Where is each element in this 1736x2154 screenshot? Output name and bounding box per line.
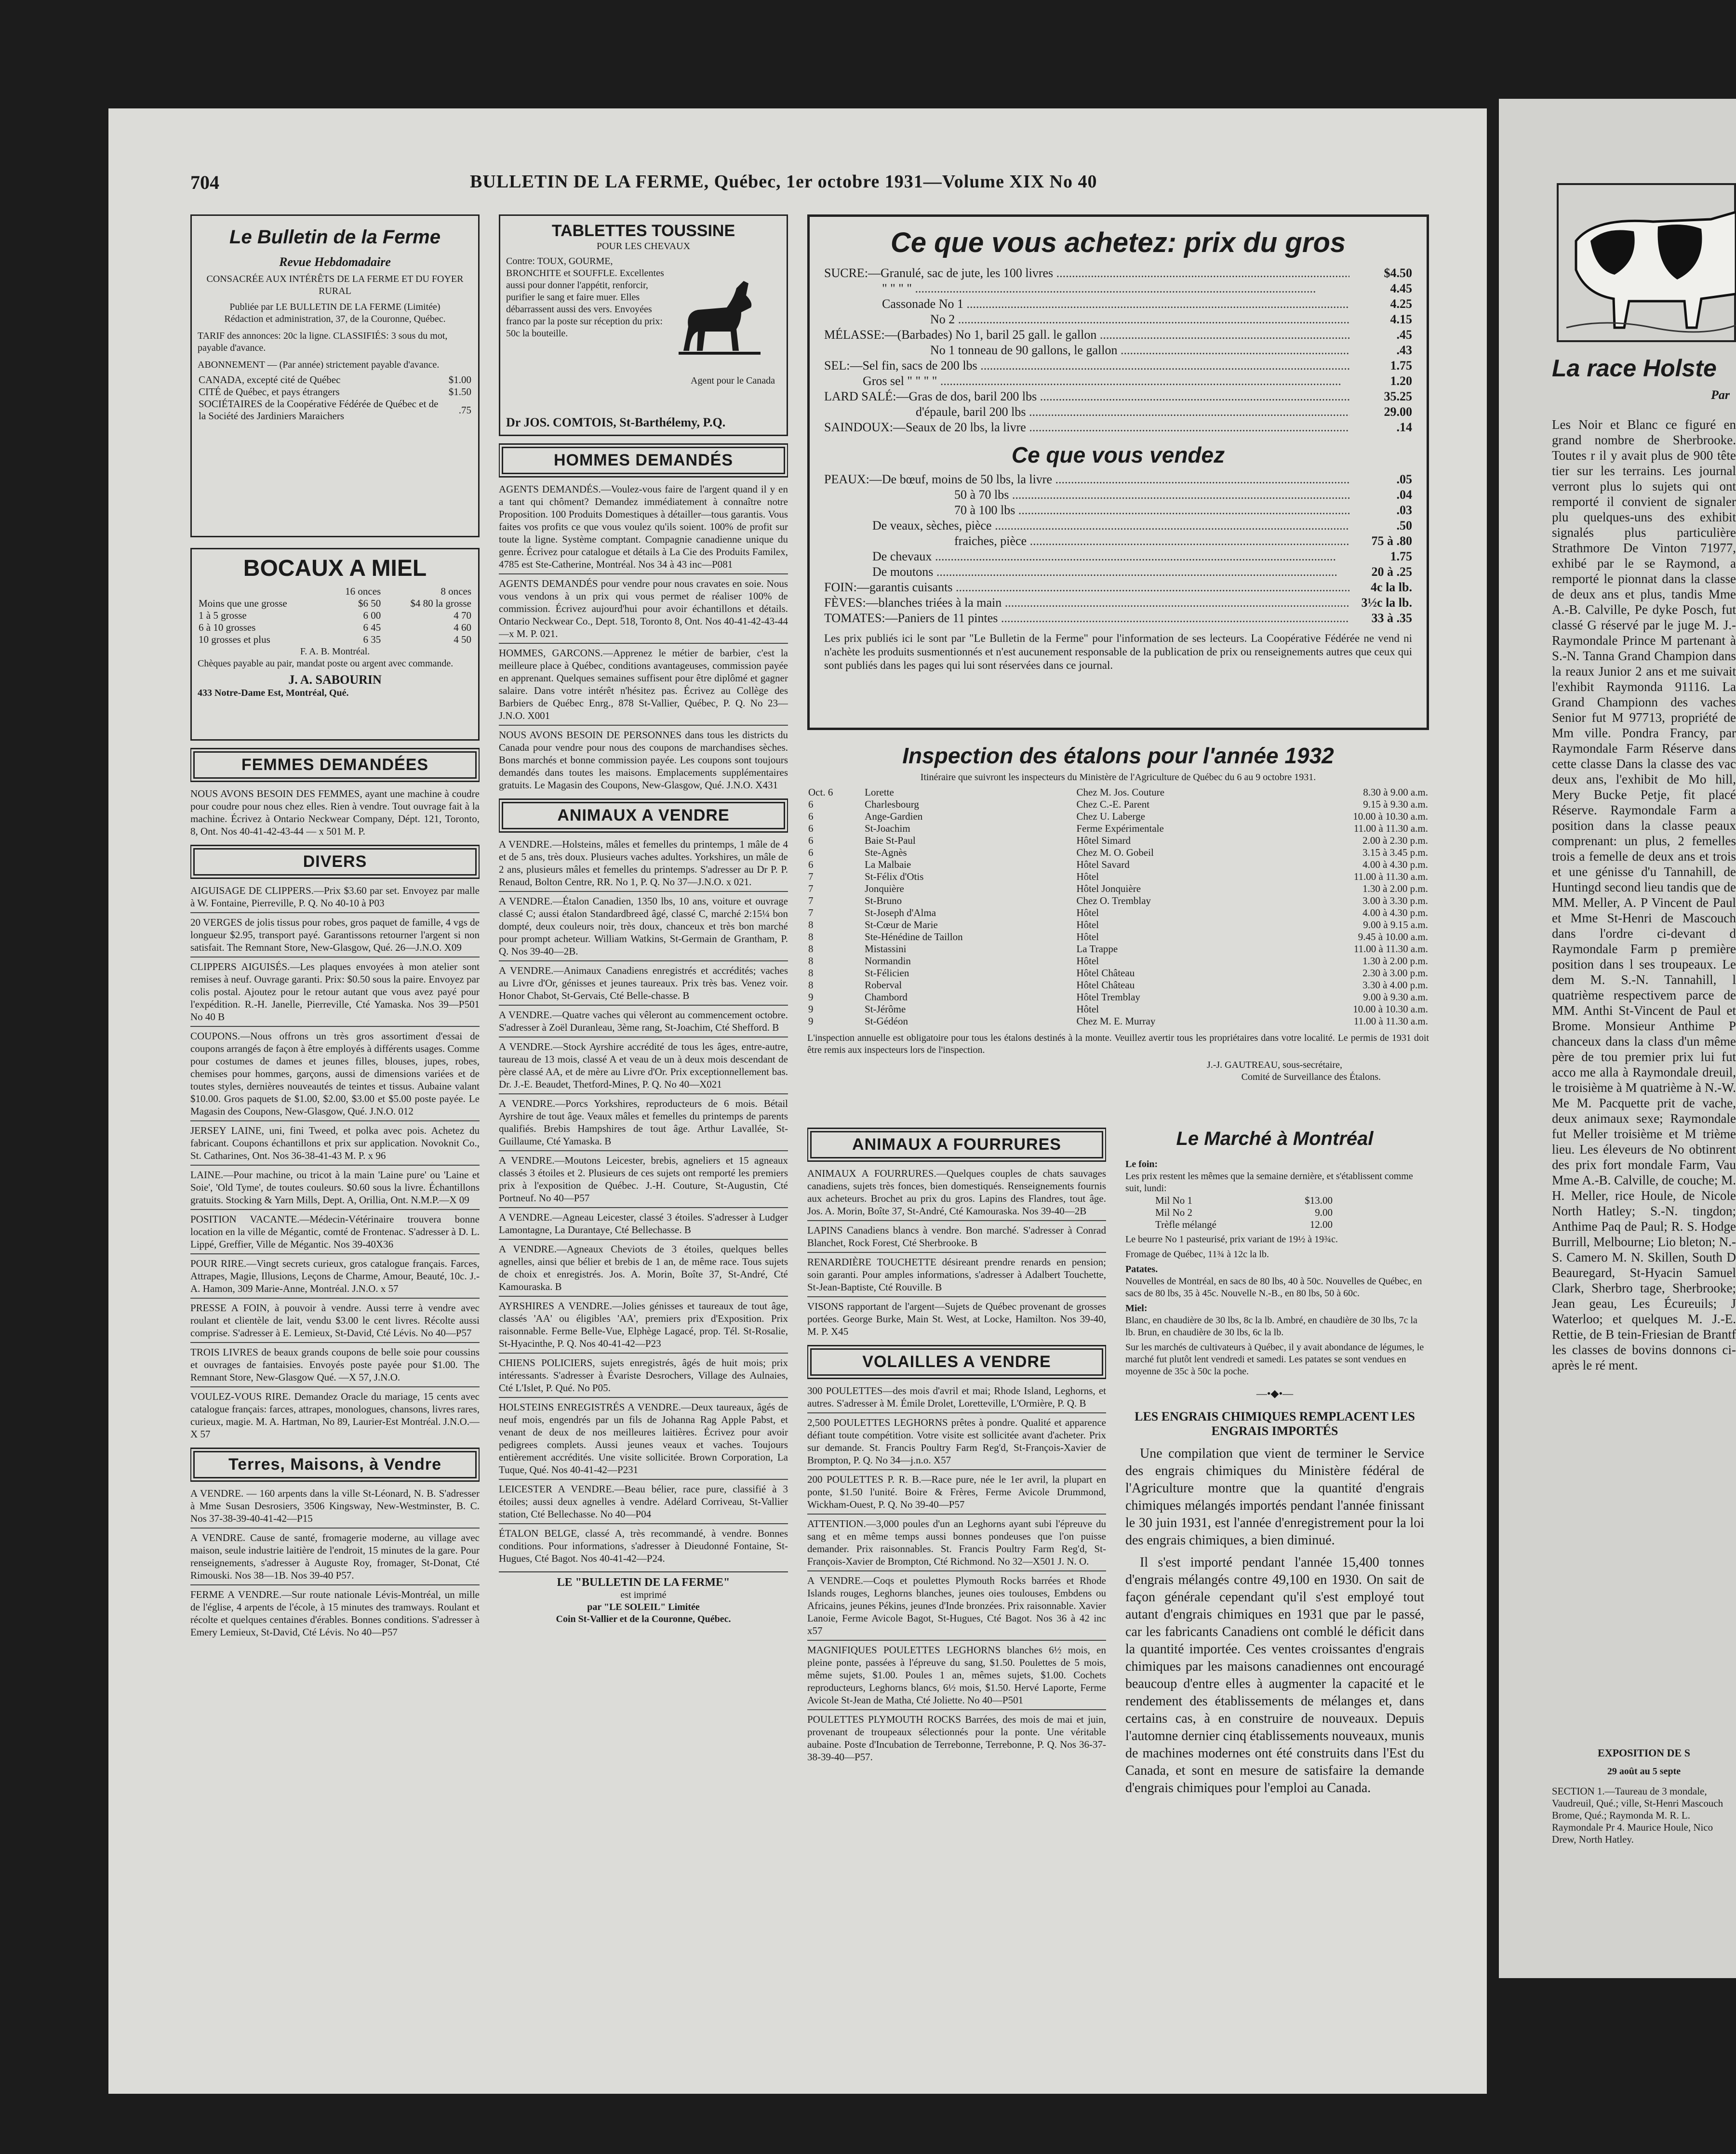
classified-ad: A VENDRE.—Agneau Leicester, classé 3 étoiles. S'adresser à Ludger Lamontagne, La Durantaye, Cté Bellechasse. B (499, 1211, 788, 1236)
classified-ad: HOMMES, GARCONS.—Apprenez le métier de barbier, c'est la meilleure place à Québec, conditions avantageuses, commission payée en apprenant. Quelques semaines suffisent pour être diplômé et gagner salaire. Dans votre intérêt n'hésitez pas. Écrivez au Collège des Barbiers de Québec Enrg., 878 St-Vallier, Québec, P. Q. No 23—J.N.O. X001 (499, 647, 788, 721)
inspection-cell-place: St-Bruno (865, 895, 902, 906)
inspection-cell-h: 4.00 à 4.30 p.m. (1362, 907, 1428, 918)
bocaux-col-header: 8 onces (441, 585, 471, 597)
tablettes-footer: Dr JOS. COMTOIS, St-Barthélemy, P.Q. (506, 415, 726, 429)
inspection-cell-d: 8 (808, 931, 814, 943)
inspection-cell-d: 6 (808, 859, 814, 870)
classified-ad: TROIS LIVRES de beaux grands coupons de belle soie pour coussins et ouvrages de fantaisies. Envoyés poste payée pour $1.00. The Remnant Store, New-Glasgow Qué. —X 57, J.N.O. (190, 1346, 480, 1383)
price-row: 70 à 100 lbs ..... .03 (824, 503, 1412, 518)
inspection-table (807, 786, 1429, 1027)
inspection-cell-h: 3.15 à 3.45 p.m. (1362, 847, 1428, 858)
inspection-cell-lieu: La Trappe (1076, 943, 1118, 955)
inspection-title: Inspection des étalons pour l'année 1932 (902, 743, 1334, 768)
inspection-cell-place: St-Félicien (865, 967, 909, 979)
classified-ad: A VENDRE.—Agneaux Cheviots de 3 étoiles, quelques belles agnelles, ainsi que bélier et brebis de 1 an, de même race. Tous sujets de choix et enregistrés. Jos. A. Morin, Boîte 37, St-André, Cté Kamouraska. B (499, 1243, 788, 1292)
imprint-line: Coin St-Vallier et de la Couronne, Québec. (556, 1614, 731, 1624)
price-row: FOIN:—garantis cuisants ..... 4c la lb. (824, 580, 1412, 595)
inspection-cell-lieu: Chez C.-E. Parent (1076, 798, 1150, 810)
imprint-line: par "LE SOLEIL" Limitée (587, 1602, 700, 1612)
inspection-cell-lieu: Hôtel (1076, 907, 1099, 918)
inspection-cell-lieu: Chez M. Jos. Couture (1076, 786, 1165, 798)
classified-ad: ATTENTION.—3,000 poules d'un an Leghorns ayant subi l'épreuve du sang et en même temps aussi bonnes pondeuses que l'on puisse demander. Prix raisonnables. St. Francis Poultry Farm Reg'd, St-François-Xavier de Brompton, Cté Richmond. No 32—X501 J. N. O. (807, 1518, 1106, 1567)
inspection-cell-d: 9 (808, 1003, 814, 1015)
inspection-cell-h: 9.00 à 9.30 a.m. (1363, 991, 1428, 1003)
bocaux-row: 10 grosses et plus 6 35 4 50 (199, 634, 471, 645)
inspection-row (807, 811, 1429, 823)
column-2 (499, 214, 788, 2046)
classified-ad: LAPINS Canadiens blancs à vendre. Bon marché. S'adresser à Conrad Blanchet, Rock Forest, Cté Sherbrooke. B (807, 1224, 1106, 1249)
price-row: fraiches, pièce ..... 75 à .80 (824, 533, 1412, 549)
imprint-line: LE "BULLETIN DE LA FERME" (557, 1576, 730, 1589)
classified-ad: PRESSE A FOIN, à pouvoir à vendre. Aussi terre à vendre avec roulant et clientèle de lait, vendu $3.00 le cent livres. Récolte aussi comprise. S'adresser à E. Lemieux, St-David, Cté Lévis. No 40—P57 (190, 1302, 480, 1339)
marche-miel-label: Miel: (1125, 1303, 1148, 1314)
price-row: De chevaux ..... 1.75 (824, 549, 1412, 564)
inspection-row (807, 871, 1429, 883)
inspection-cell-h: 3.00 à 3.30 p.m. (1362, 895, 1428, 906)
tablettes-ad (499, 214, 788, 436)
inspection-cell-h: 9.15 à 9.30 a.m. (1363, 798, 1428, 810)
classified-ad: 20 VERGES de jolis tissus pour robes, gros paquet de famille, 4 vgs de longueur $2.95, transport payé. Garantissons retourner l'argent si non satisfait. The Remnant Store, New-Glasgow, Qué. 26—J.N.O. X09 (190, 917, 480, 953)
price-row: SEL:—Sel fin, sacs de 200 lbs ..... 1.75 (824, 358, 1412, 373)
inspection-row (807, 919, 1429, 931)
inspection-cell-place: Jonquière (865, 883, 904, 894)
marche-miel: Blanc, en chaudière de 30 lbs, 8c la lb. Ambré, en chaudière de 30 lbs, 7c la lb. Brun, en chaudière de 30 lbs, 6c la lb. (1125, 1315, 1417, 1338)
classified-ad: A VENDRE.—Coqs et poulettes Plymouth Rocks barrées et Rhode Islands rouges, Leghorns blanches, jeunes oies toulouses, Embdens ou Africains, jeunes Pékins, jeunes d'Inde bronzées. Prix raisonnable. Xavier Lanoie, Ferme Avicole Bagot, St-Hugues, Cté Bagot. Nos 36 à 42 inc x57 (807, 1575, 1106, 1636)
classified-ad: A VENDRE. Cause de santé, fromagerie moderne, au village avec maison, seule industrie laitière de l'endroit, 15 minutes de la gare. Pour renseignements, s'adresser à Auguste Roy, fromager, St-Donat, Cté Rimouski. Nos 38—1B. Nos 39-40 P57. (190, 1532, 480, 1581)
prix-achetez-title: Ce que vous achetez: prix du gros (890, 227, 1346, 258)
prix-vendez-title: Ce que vous vendez (1011, 442, 1225, 467)
prix-vendez-list (824, 472, 1412, 626)
inspection-cell-d: 9 (808, 991, 814, 1003)
rate-row (198, 374, 472, 386)
ornament-divider: —•◆•— (1256, 1387, 1294, 1399)
inspection-cell-place: St-Joseph d'Alma (865, 907, 936, 918)
price-row: De veaux, sèches, pièce ..... .50 (824, 518, 1412, 533)
engrais-p1: Une compilation que vient de terminer le Service des engrais chimiques du Ministère fédéral de l'Agriculture montre que la quantité d'engrais chimiques mélangés importés pendant l'année finissant le 30 juin 1931, est l'année d'enregistrement pour la loi des engrais chimiques, a bien diminué. (1125, 1446, 1424, 1548)
marche-title: Le Marché à Montréal (1176, 1128, 1374, 1149)
inspection-cell-lieu: Hôtel Tremblay (1076, 991, 1140, 1003)
inspection-row (807, 955, 1429, 967)
prix-box (807, 214, 1429, 730)
section-hommes: HOMMES DEMANDÉS (502, 447, 785, 474)
price-row: d'épaule, baril 200 lbs ..... 29.00 (824, 404, 1412, 420)
inspection-row (807, 847, 1429, 859)
price-row: PEAUX:—De bœuf, moins de 50 lbs, la livre ..... .05 (824, 472, 1412, 487)
bocaux-row: 1 à 5 grosse 6 00 4 70 (199, 610, 471, 621)
inspection-cell-h: 11.00 à 11.30 a.m. (1353, 1015, 1428, 1027)
inspection-row (807, 1003, 1429, 1015)
classified-ad: ÉTALON BELGE, classé A, très recommandé, à vendre. Bonnes conditions. Pour informations, s'adresser à Dieudonné Fontaine, St-Hugues, Cté Bagot. Nos 40-41-42—P24. (499, 1528, 788, 1564)
inspection-row (807, 823, 1429, 835)
rate-label: CITÉ de Québec, et pays étrangers (199, 386, 340, 398)
inspection-signature: J.-J. GAUTREAU, sous-secrétaire, (1206, 1060, 1342, 1070)
engrais-p2: Il s'est importé pendant l'année 15,400 tonnes d'engrais mélangés contre 49,100 en 1930. On sait de façon générale cependant qu'il s'est employé tout autant d'engrais chimiques en 1931 que par le passé, car les fabricants Canadiens ont comblé le déficit dans la quantité importée. Ces ventes croissantes d'engrais chimiques par les maisons canadiennes ont encouragé beaucoup d'entre elles à augmenter la capacité et le rendement des établissements de mélanges et, dans certains cas, à en construire de nouveaux. Depuis l'automne dernier cinq établissements nouveaux, munis de machines modernes ont été construits dans l'Est du Canada, et sont en mesure de satisfaire la demande d'engrais chimiques pour l'emploi au Canada. (1125, 1555, 1424, 1795)
imprint (499, 1571, 788, 1625)
inspection-cell-d: 9 (808, 1015, 814, 1027)
inspection-cell-lieu: Hôtel (1076, 871, 1099, 882)
inspection-signature-2: Comité de Surveillance des Étalons. (1241, 1072, 1381, 1082)
inspection-cell-lieu: Hôtel Simard (1076, 835, 1131, 846)
inspection-cell-h: 10.00 à 10.30 a.m. (1353, 1003, 1428, 1015)
inspection-row (807, 859, 1429, 871)
inspection-cell-lieu: Chez O. Tremblay (1076, 895, 1151, 906)
imprint-line: est imprimé (620, 1590, 667, 1600)
masthead-subtitle: Revue Hebdomadaire (279, 255, 391, 269)
inspection-cell-place: Ste-Hénédine de Taillon (865, 931, 963, 943)
inspection-cell-place: Ste-Agnès (865, 847, 907, 858)
masthead-consecrated: CONSACRÉE AUX INTÉRÊTS DE LA FERME ET DU FOYER RURAL (206, 274, 464, 296)
section-animaux: ANIMAUX A VENDRE (502, 802, 785, 829)
foin-row: Mil No 2 9.00 (1155, 1207, 1333, 1218)
masthead-title: Le Bulletin de la Ferme (229, 226, 441, 248)
classified-ad: A VENDRE.—Porcs Yorkshires, reproducteurs de 6 mois. Bétail Ayrshire de tout âge. Veaux mâles et femelles du printemps de parents qualifiés. Brebis Hampshires de tout âge. Arthur Lavallée, St-Guillaume, Cté Yamaska. B (499, 1098, 788, 1147)
classified-ad: A VENDRE. — 160 arpents dans la ville St-Léonard, N. B. S'adresser à Mme Susan Desrosiers, 3506 Kingsway, New-Westminster, B. C. Nos 37-38-39-40-41-42—P15 (190, 1488, 480, 1524)
bocaux-row: Moins que une grosse $6 50 $4 80 la grosse (199, 598, 471, 609)
right-article: Les Noir et Blanc ce figuré en grand nombre de Sherbrooke. Toutes r il y avait plus de 900 tête tier sur les terrains. Les journal verront plus lo sujets qui ont remporté il convient de signaler plu quelques-uns des exhibit signalés plus particulière Strathmore De Vinton 71977, exhibé par le se Raymond, a remporté le pionnat dans la classe de deux ans et plus, tandis Mme A.-B. Calville, Pe dyke Posch, fut classé G réservé par le juge M. J.- Raymondale Prince M partenant à S.-N. Tanna Grand Champion dans la reaux Junior 2 ans et me suivait l'exhibit Raymonda 91116. La Grand Championn des vaches Senior fut M 97713, propriété de Mm ville. Pondra Francy, par Raymondale Farm Réserve dans cette classe Dans la classe des vac deux ans, l'exhibit de Mo hill, Mery Bucke Petje, fit placé Réserve. Raymondale Farm a position dans la classe peaux comprenant: un plus, 2 femelles trois a femelle de deux ans et trois et une génisse d'u Tannahill, de Huntingd second lieu tandis que de MM. Meller, A. P Vincent de Paul et Mme St-Henri de Mascouch dans l'ordre ci-devant d Raymondale Farm p première position dans l ses troupeaux. Le dem M. S.-N. Tannahill, l quatrième respectivem parce de MM. Anthi St-Vincent de Paul et Brome. Monsieur Anthime P chanceux dans la class d'un même père de tou premier prix lui fut acco me alla à Raymondale dreuil, le troisième à M quatrième à N.-W. Me M. Pacquette prit de vache, deux animaux sexe; Raymondale fut Meller troisième et M trième lieu. Les éleveurs de No obtinrent des prix fort mondale Farm, Vau Mme A.-B. Calville, de couche; M. H. Meller, rice Houle, de Nicole North Hatley; S.-N. tingdon; Anthime Paq de Paul; R. S. Hodge Burrill, Melbourne; Lio bleton; N.-S. Camero M. N. Skillen, South D Beauregard, St-Hyacin Samuel Clark, Sherbro tage, Sherbrooke; Jean geau, Les Écureuils; J Waterloo; et quelques M. J.-E. Rettie, de B tein-Friesian de Brantf les classes de bovins donnons ci-après le ré ment. (1552, 417, 1736, 1372)
classified-ad: AGENTS DEMANDÉS pour vendre pour nous cravates en soie. Nous vous vendons à un prix qui vous permet de réaliser 100% de commission. Écrivez aujourd'hui pour avoir échantillons et détails. Ontario Neckwear Co., Dept. 518, Toronto 8, Ont. Nos 40-41-42-43-44—x M. P. 021. (499, 578, 788, 639)
inspection-row (807, 907, 1429, 919)
inspection-cell-d: 6 (808, 835, 814, 846)
inspection-cell-lieu: Hôtel Château (1076, 967, 1135, 979)
classified-ad: COUPONS.—Nous offrons un très gros assortiment d'essai de coupons arrangés de façon à être employés à différents usages. Comme pour costumes de dames et jeunes filles, blouses, jupes, robes, chemises pour hommes, garçons, aussi de dimensions variées et de toutes styles, dernières nouveautés de teintes et tissus. Aubaine valant $10.00. Gros paquets de $1.00, $2.00, $3.00 et $5.00 poste payée. Le Magasin des Coupons, New-Glasgow, Qué. J.N.O. 012 (190, 1030, 480, 1117)
inspection-cell-place: La Malbaie (865, 859, 911, 870)
page-number: 704 (190, 172, 219, 193)
classified-ad: LEICESTER A VENDRE.—Beau bélier, race pure, classifié à 3 étoiles; aussi deux agnelles à vendre. Adélard Corriveau, St-Vallier station, Cté Bellechasse. No 40—P04 (499, 1483, 788, 1520)
bocaux-col-header: 16 onces (345, 585, 381, 597)
inspection-cell-d: 8 (808, 919, 814, 931)
masthead-box (190, 214, 480, 537)
classified-ad: ANIMAUX A FOURRURES.—Quelques couples de chats sauvages canadiens, sujets très fonces, bien domestiqués. Renseignements fournis aux acheteurs. Brochet au prix du gros. Lapins des Flandres, tout âge. Jos. A. Morin, Boîte 37, St-André, Cté Kamouraska. Nos 39-40—2B (807, 1168, 1106, 1217)
marche-foin-table (1154, 1195, 1334, 1231)
marche-foin-text: Les prix restent les mêmes que la semaine dernière, et s'établissent comme suit, lundi: (1125, 1171, 1413, 1194)
rate-price: $1.00 (448, 374, 471, 386)
marche-note: Sur les marchés de cultivateurs à Québec, il y avait abondance de légumes, le marché fut plutôt lent vendredi et samedi. Les patates se sont vendues en moyenne de 35c à 50c la poche. (1125, 1342, 1424, 1377)
classified-ad: CHIENS POLICIERS, sujets enregistrés, âgés de huit mois; prix intéressants. S'adresser à Évariste Desrochers, Village des Aulnaies, Cté L'Islet, P. Qué. No P05. (499, 1357, 788, 1394)
price-row: No 1 tonneau de 90 gallons, le gallon ..... .43 (824, 343, 1412, 358)
inspection-cell-place: St-Joachim (865, 823, 910, 834)
classified-ad: A VENDRE.—Holsteins, mâles et femelles du printemps, 1 mâle de 4 et de 5 ans, très doux. Plusieurs vaches adultes. Yorkshires, un mâle de 2 ans, plusieurs mâles et femelles du printemps. S'adresser au Dr P. P. Renaud, Bolton Centre, RR. No 1, P. Q. No 37—J.N.O. x 021. (499, 838, 788, 888)
inspection-cell-d: 8 (808, 967, 814, 979)
masthead-abonnement: ABONNEMENT — (Par année) strictement payable d'avance. (198, 359, 440, 370)
prix-note: Les prix publiés ici le sont par "Le Bulletin de la Ferme" pour l'information de ses lecteurs. La Coopérative Fédérée ne vend ni n'achète les produits susmentionnés et n'est aucunement responsable de la publication de prix ou renseignements autres que ceux qui sont publiés dans les pages qui lui sont réservées dans ce journal. (824, 632, 1412, 671)
classified-ad: POUR RIRE.—Vingt secrets curieux, gros catalogue français. Farces, Attrapes, Magie, Illusions, Leçons de Charme, Amour, Beauté, 10c. J.-A. Hamon, 309 Marie-Anne, Montréal. J.N.O. x 57 (190, 1258, 480, 1294)
inspection-cell-lieu: Hôtel (1076, 955, 1099, 967)
classified-ad: 200 POULETTES P. R. B.—Race pure, née le 1er avril, la plupart en ponte, $1.50 l'unité. Boire & Frères, Ferme Avicole Drummond, Wickham-Ouest, P. Q. No 39-40—P57 (807, 1474, 1106, 1510)
classified-ad: VISONS rapportant de l'argent—Sujets de Québec provenant de grosses portées. George Burke, Main St. West, at Locke, Hamilton. Nos 39-40, M. P. X45 (807, 1301, 1106, 1337)
inspection-cell-place: St-Gédéon (865, 1015, 908, 1027)
running-head: BULLETIN DE LA FERME, Québec, 1er octobre 1931—Volume XIX No 40 (470, 172, 1097, 192)
masthead-publisher: Publiée par LE BULLETIN DE LA FERME (Limitée) (229, 302, 441, 312)
inspection-cell-d: Oct. 6 (808, 786, 833, 798)
masthead-tarif: TARIF des annonces: 20c la ligne. CLASSIFIÉS: 3 sous du mot, payable d'avance. (198, 331, 448, 353)
inspection-cell-lieu: Chez M. O. Gobeil (1076, 847, 1154, 858)
price-row: Cassonade No 1 ..... 4.25 (824, 296, 1412, 312)
inspection-cell-h: 4.00 à 4.30 p.m. (1362, 859, 1428, 870)
price-row: SAINDOUX:—Seaux de 20 lbs, la livre ..... .14 (824, 420, 1412, 435)
inspection-row (807, 786, 1429, 798)
inspection-cell-h: 2.00 à 2.30 p.m. (1362, 835, 1428, 846)
classified-ad: RENARDIÈRE TOUCHETTE désireant prendre renards en pension; soin garanti. Pour amples informations, s'adresser à Adalbert Touchette, St-Jean-Baptiste, Cté Rouville. B (807, 1256, 1106, 1293)
classified-ad: VOULEZ-VOUS RIRE. Demandez Oracle du mariage, 15 cents avec catalogue français: farces, attrapes, monologues, chansons, livres rares, curieux, magie. M. A. Hartman, No 89, Laurier-Est Montréal. J.N.O.—X 57 (190, 1391, 480, 1440)
inspection-cell-d: 7 (808, 907, 814, 918)
horse-icon (669, 269, 765, 365)
masthead-address: Rédaction et administration, 37, de la Couronne, Québec. (224, 314, 446, 324)
inspection-cell-place: St-Félix d'Otis (865, 871, 924, 882)
inspection-cell-place: Baie St-Paul (865, 835, 916, 846)
inspection-cell-h: 11.00 à 11.30 a.m. (1353, 823, 1428, 834)
classified-ad: NOUS AVONS BESOIN DE PERSONNES dans tous les districts du Canada pour vendre pour nous des coupons de marchandises sèches. Bons marchés et bonne commission payée. Les coupons sont toujours demandés dans toutes les maisons. Emplacements supplémentaires gratuits. Le Magasin des Coupons, New-Glasgow, Qué. J.N.O. X431 (499, 729, 788, 791)
marche-foin-label: Le foin: (1125, 1159, 1158, 1170)
section-fourrures: ANIMAUX A FOURRURES (810, 1131, 1103, 1158)
bocaux-vendor: J. A. SABOURIN (288, 673, 382, 687)
inspection-row (807, 883, 1429, 895)
classified-ad: A VENDRE.—Stock Ayrshire accrédité de tous les âges, entre-autre, taureau de 13 mois, classé A et veau de un à deux mois descendant de père classé AA, et de mère au Livre d'Or. Prix exceptionnellement bas. Dr. J.-E. Beaudet, Thetford-Mines, P. Q. No 40—X021 (499, 1041, 788, 1090)
bocaux-vendor-address: 433 Notre-Dame Est, Montréal, Qué. (198, 688, 349, 698)
inspection-cell-lieu: Hôtel (1076, 1003, 1099, 1015)
classified-ad: LAINE.—Pour machine, ou tricot à la main 'Laine pure' ou 'Laine et Soie', 'Old Tyme', de toutes couleurs. $0.60 sous la livre. Échantillons gratuits. Stocking & Yarn Mills, Dept. A, Orillia, Ont. N.M.P.—X 09 (190, 1169, 480, 1206)
inspection-cell-lieu: Chez U. Laberge (1076, 811, 1145, 822)
inspection-footer: L'inspection annuelle est obligatoire pour tous les étalons destinés à la monte. Veuillez avertir tous les propriétaires dans votre localité. Le permis de 1931 doit être remis aux inspecteurs lors de l'inspection. (807, 1033, 1429, 1055)
inspection-cell-d: 6 (808, 811, 814, 822)
tablettes-agent: Agent pour le Canada (691, 375, 775, 386)
classified-ad: CLIPPERS AIGUISÉS.—Les plaques envoyées à mon atelier sont remises à neuf. Ouvrage garanti. Prix: $0.50 sous la paire. Envoyez par colis postal. Ajoutez pour le retour autant que vous avez payé pour l'expédition. R.-H. Janelle, Pierreville, Cté Yamaska. Nos 39—P501 No 40 B (190, 961, 480, 1023)
classified-ad: 300 POULETTES—des mois d'avril et mai; Rhode Island, Leghorns, et autres. S'adresser à M. Émile Drolet, Loretteville, L'Ormière, P. Q. B (807, 1385, 1106, 1409)
price-row: FÈVES:—blanches triées à la main ..... 3½c la lb. (824, 595, 1412, 611)
rate-price: $1.50 (448, 386, 471, 398)
marche-patates-label: Patates. (1125, 1264, 1158, 1275)
inspection-cell-h: 9.00 à 9.15 a.m. (1363, 919, 1428, 931)
foin-row: Trèfle mélangé 12.00 (1155, 1219, 1333, 1230)
price-row: TOMATES:—Paniers de 11 pintes ..... 33 à .35 (824, 611, 1412, 626)
price-row: De moutons ..... 20 à .25 (824, 564, 1412, 580)
inspection-cell-lieu: Ferme Expérimentale (1076, 823, 1164, 834)
inspection-cell-d: 7 (808, 871, 814, 882)
column-4 (1125, 1120, 1424, 2026)
bocaux-row: 6 à 10 grosses 6 45 4 60 (199, 622, 471, 633)
classified-ad: POSITION VACANTE.—Médecin-Vétérinaire trouvera bonne location en la ville de Mégantic, comté de Frontenac. S'adresser à D. L. Lippé, Greffier, Ville de Mégantic. Nos 39-40X36 (190, 1213, 480, 1250)
right-exposition: EXPOSITION DE S (1598, 1747, 1690, 1759)
section-femmes: FEMMES DEMANDÉES (193, 751, 477, 779)
inspection-cell-place: St-Jérôme (865, 1003, 906, 1015)
bocaux-note: Chèques payable au pair, mandat poste ou argent avec commande. (198, 658, 454, 669)
engrais-title: LES ENGRAIS CHIMIQUES REMPLACENT LES ENGRAIS IMPORTÉS (1135, 1409, 1415, 1438)
subscription-rates (198, 374, 472, 422)
inspection-row (807, 895, 1429, 907)
inspection-cell-lieu: Chez M. E. Murray (1076, 1015, 1156, 1027)
bocaux-ad (190, 548, 480, 741)
inspection-row (807, 931, 1429, 943)
inspection-cell-h: 2.30 à 3.00 p.m. (1362, 967, 1428, 979)
price-row: MÉLASSE:—(Barbades) No 1, baril 25 gall. le gallon ..... .45 (824, 327, 1412, 343)
section-volailles: VOLAILLES A VENDRE (810, 1348, 1103, 1376)
price-row: Gros sel " " " " ..... 1.20 (824, 373, 1412, 389)
right-dates: 29 août au 5 septe (1607, 1766, 1681, 1777)
inspection-row (807, 991, 1429, 1003)
inspection-cell-lieu: Hôtel Château (1076, 979, 1135, 991)
price-row: " " " " ..... 4.45 (824, 281, 1412, 296)
bocaux-title: BOCAUX A MIEL (243, 556, 427, 581)
inspection-cell-d: 6 (808, 798, 814, 810)
inspection-cell-place: Roberval (865, 979, 902, 991)
inspection-cell-lieu: Hôtel Savard (1076, 859, 1130, 870)
inspection-cell-d: 6 (808, 847, 814, 858)
classified-ad: HOLSTEINS ENREGISTRÉS A VENDRE.—Deux taureaux, âgés de neuf mois, engendrés par un fils de Johanna Rag Apple Pabst, et venant de deux de nos meilleures laitières. Écrivez pour avoir pedigrees complets. Aussi jeunes veaux et vaches. Toujours entièrement accrédités. Une visite sollicitée. Brown Corporation, La Tuque, Qué. Nos 40-41-42—P231 (499, 1401, 788, 1476)
inspection-cell-lieu: Hôtel (1076, 931, 1099, 943)
marche-fromage: Fromage de Québec, 11¾ à 12c la lb. (1125, 1249, 1269, 1260)
classified-ad: AYRSHIRES A VENDRE.—Jolies génisses et taureaux de tout âge, classés 'AA' ou éligibles 'AA', premiers prix d'Exposition. Prix raisonnable. Ferme Belle-Vue, Elphège Lagacé, prop. Tél. St-Rosalie, St-Hyacinthe, P. Q. Nos 40-41-42—P23 (499, 1300, 788, 1349)
right-byline: Par (1711, 388, 1730, 402)
inspection-row (807, 798, 1429, 811)
classified-ad: POULETTES PLYMOUTH ROCKS Barrées, des mois de mai et juin, provenant de troupeaux sélectionnés pour la ponte. Une véritable aubaine. Poste d'Incubation de Terrebonne, Terrebonne, P. Q. Nos 36-37-38-39-40—P57. (807, 1714, 1106, 1763)
wide-columns (807, 214, 1429, 2046)
inspection-cell-d: 8 (808, 943, 814, 955)
classified-ad: A VENDRE.—Moutons Leicester, brebis, agneliers et 15 agneaux classés 3 étoiles et 2. Plusieurs de ces sujets ont remporté les premiers prix à l'exposition de Québec. J.-H. Couture, St-Augustin, Cté Portneuf. No 40—P57 (499, 1155, 788, 1204)
bocaux-fob: F. A. B. Montréal. (300, 646, 370, 657)
running-header (108, 171, 1487, 195)
inspection-cell-lieu: Hôtel Jonquière (1076, 883, 1141, 894)
right-section: SECTION 1.—Taureau de 3 mondale, Vaudreuil, Qué.; ville, St-Henri Mascouch Brome, Qué.; Raymonda M. R. L. Raymondale Pr 4. Maurice Houle, Nico Drew, North Hatley. (1552, 1785, 1723, 1845)
inspection-row (807, 835, 1429, 847)
inspection-row (807, 1015, 1429, 1027)
price-row: LARD SALÉ:—Gras de dos, baril 200 lbs ..... 35.25 (824, 389, 1412, 404)
classified-ad: A VENDRE.—Animaux Canadiens enregistrés et accrédités; vaches au Livre d'Or, génisses et jeunes taureaux. Prix très bas. Venez voir. Honor Chabot, St-Gervais, Cté Belle-chasse. B (499, 965, 788, 1001)
inspection-row (807, 979, 1429, 991)
rate-label: CANADA, excepté cité de Québec (199, 374, 341, 386)
inspection-cell-h: 8.30 à 9.00 a.m. (1363, 786, 1428, 798)
inspection-cell-place: Lorette (865, 786, 894, 798)
newspaper-page (108, 108, 1487, 2094)
price-row: 50 à 70 lbs ..... .04 (824, 487, 1412, 503)
inspection-cell-d: 8 (808, 979, 814, 991)
price-row: No 2 ..... 4.15 (824, 312, 1412, 327)
column-1 (190, 214, 480, 2046)
prix-achetez-list (824, 266, 1412, 435)
rate-row (198, 398, 472, 422)
inspection-cell-place: Mistassini (865, 943, 907, 955)
classified-ad: A VENDRE.—Quatre vaches qui vêleront au commencement octobre. S'adresser à Zoël Duranleau, 3ème rang, St-Joachim, Cté Shefford. B (499, 1009, 788, 1033)
rate-row (198, 386, 472, 398)
inspection-cell-place: Chambord (865, 991, 908, 1003)
inspection-cell-place: St-Cœur de Marie (865, 919, 938, 931)
tablettes-body: Contre: TOUX, GOURME, BRONCHITE et SOUFFLE. Excellentes aussi pour donner l'appétit, renforcir, purifier le sang et faire muer. Elles débarrassent aussi des vers. Envoyées franco par la poste sur réception du prix: 50c la bouteille. (506, 256, 664, 339)
classified-ad: MAGNIFIQUES POULETTES LEGHORNS blanches 6½ mois, en pleine ponte, passées à l'épreuve du sang, $1.50. Poulettes de 5 mois, même sujets, $1.00. Poules 1 an, mêmes sujets, $1.00. Cochets reproducteurs, Leghorns blancs, 6½ mois, $1.50. Hervé Laporte, Ferme Avicole St-Jean de Matha, Cté Joliette. No 40—P501 (807, 1644, 1106, 1706)
inspection-cell-h: 1.30 à 2.00 p.m. (1362, 955, 1428, 967)
section-terres: Terres, Maisons, à Vendre (193, 1451, 477, 1478)
classified-ad: NOUS AVONS BESOIN DES FEMMES, ayant une machine à coudre pour coudre pour nous chez elles. Rien à vendre. Tout ouvrage fait à la machine. Écrivez à Ontario Neckwear Company, Dépt. 121, Toronto, 8, Ont. Nos 40-41-42-43-44 — x 501 M. P. (190, 788, 480, 837)
inspection-cell-d: 7 (808, 895, 814, 906)
classified-ad: AIGUISAGE DE CLIPPERS.—Prix $3.60 par set. Envoyez par malle à W. Fontaine, Pierreville, P. Q. No 40-10 à P03 (190, 885, 480, 909)
marche-beurre: Le beurre No 1 pasteurisé, prix variant de 19½ à 19¾c. (1125, 1234, 1338, 1245)
inspection-cell-h: 9.45 à 10.00 a.m. (1358, 931, 1428, 943)
foin-row: Mil No 1 $13.00 (1155, 1195, 1333, 1206)
rate-price: .75 (458, 404, 471, 416)
rate-label: SOCIÉTAIRES de la Coopérative Fédérée de Québec et de la Société des Jardiniers Maraichers (199, 398, 439, 422)
inspection-cell-d: 7 (808, 883, 814, 894)
inspection-cell-h: 11.00 à 11.30 a.m. (1353, 943, 1428, 955)
classified-ad: AGENTS DEMANDÉS.—Voulez-vous faire de l'argent quand il y en a tant qui chôment? Demandez immédiatement à connaître notre Proposition. 100 Produits Domestiques à détailler—tous garantis. Vous faites vos profits ce que vous voulez qu'ils soient. 100% de profit sur toute la ligne. Système comptant. Compagnie canadienne unique du genre. Écrivez pour catalogue et détails à La Cie des Produits Familex, 4785 est Ste-Catherine, Montréal. Nos 34 à 43 inc—P081 (499, 483, 788, 570)
inspection-cell-h: 1.30 à 2.00 p.m. (1362, 883, 1428, 894)
inspection-cell-lieu: Hôtel (1076, 919, 1099, 931)
inspection-cell-place: Ange-Gardien (865, 811, 923, 822)
price-row: SUCRE:—Granulé, sac de jute, les 100 livres ..... $4.50 (824, 266, 1412, 281)
inspection-cell-d: 6 (808, 823, 814, 834)
inspection-intro: Itinéraire que suivront les inspecteurs du Ministère de l'Agriculture de Québec du 6 au 9 octobre 1931. (920, 772, 1316, 783)
classified-ad: JERSEY LAINE, uni, fini Tweed, et polka avec pois. Achetez du fabricant. Coupons échantillons et prix sur application. Novoknit Co., St. Catharines, Ont. Nos 36-38-41-43 M. P. x 96 (190, 1125, 480, 1161)
inspection-row (807, 943, 1429, 955)
bocaux-table (198, 585, 472, 646)
classified-ad: A VENDRE.—Étalon Canadien, 1350 lbs, 10 ans, voiture et ouvrage classé C; aussi étalon Standardbreed âgé, classé C, marché 2:15¼ bon dompté, deux couleurs noir, très doux, chanceux et très bon marché pour prompt acheteur. William Watkins, St-Germain de Grantham, P. Q. Nos 39-40—2B. (499, 895, 788, 957)
inspection-cell-d: 8 (808, 955, 814, 967)
inspection-cell-place: Normandin (865, 955, 911, 967)
inspection-cell-place: Charlesbourg (865, 798, 919, 810)
classified-ad: 2,500 POULETTES LEGHORNS prêtes à pondre. Qualité et apparence défiant toute compétition. Votre visite est sollicitée avant d'acheter. Prix sur demande. St. Francis Poultry Farm Reg'd, St-François-Xavier de Brompton, P. Q. No 34—j.n.o. X57 (807, 1417, 1106, 1466)
column-3 (807, 1120, 1106, 2026)
inspection-cell-h: 3.30 à 4.00 p.m. (1362, 979, 1428, 991)
tablettes-title: TABLETTES TOUSSINE (551, 222, 735, 240)
right-title: La race Holste (1552, 355, 1717, 382)
inspection-cell-h: 10.00 à 10.30 a.m. (1353, 811, 1428, 822)
classified-ad: FERME A VENDRE.—Sur route nationale Lévis-Montréal, un mille de l'église, 4 arpents de l'école, à 15 minutes des tramways. Roulant et récolte et quelques centaines d'érables. Bonnes conditions. S'adresser à Emery Lemieux, St-David, Cté Lévis. No 40—P57 (190, 1589, 480, 1638)
inspection-cell-h: 11.00 à 11.30 a.m. (1353, 871, 1428, 882)
marche-patates: Nouvelles de Montréal, en sacs de 80 lbs, 40 à 50c. Nouvelles de Québec, en sacs de 80 lbs, 35 à 45c. Nouvelle N.-B., en 80 lbs, 50 à 60c. (1125, 1276, 1422, 1299)
section-divers: DIVERS (193, 848, 477, 876)
inspection-row (807, 967, 1429, 979)
tablettes-subtitle: POUR LES CHEVAUX (596, 241, 691, 252)
facing-page (1499, 99, 1736, 1978)
cow-illustration-icon (1557, 183, 1736, 342)
